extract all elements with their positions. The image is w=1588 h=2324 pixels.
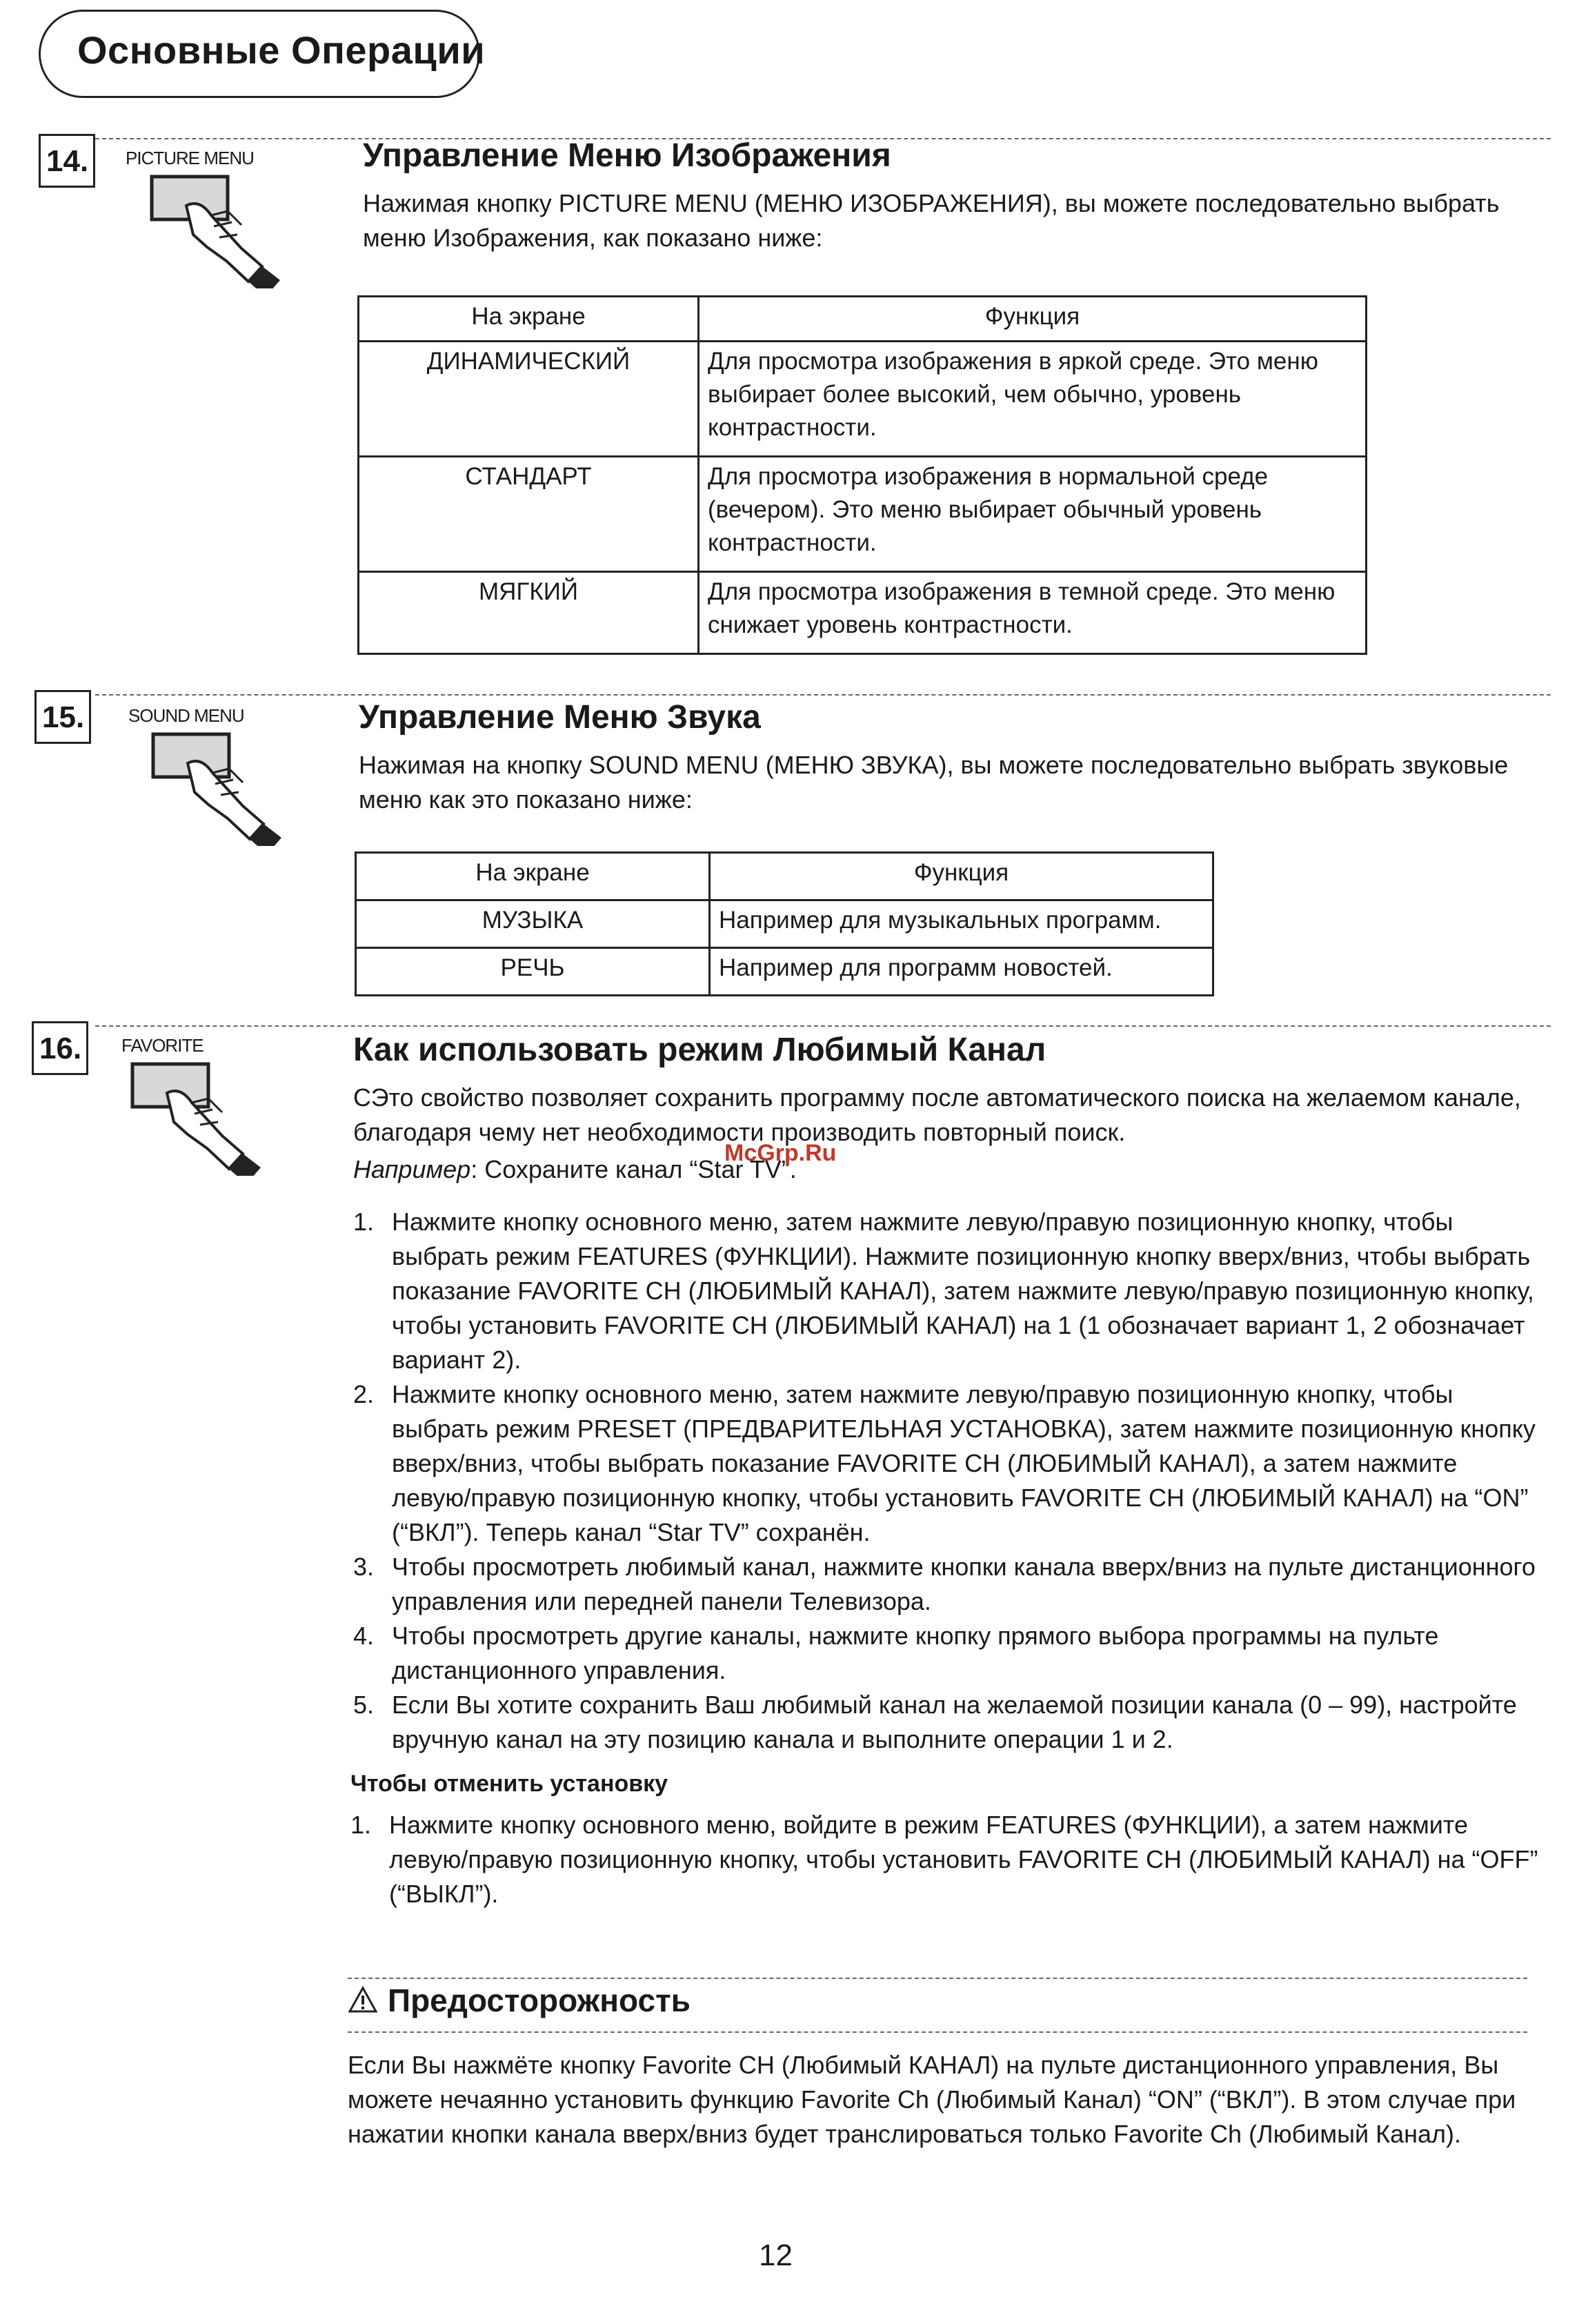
warning-icon <box>348 1986 378 2013</box>
table-row <box>359 342 1367 457</box>
section-title: Управление Меню Звука <box>359 699 761 736</box>
caution-rule-bottom <box>348 2031 1527 2033</box>
table-cell: Для просмотра изображения в темной среде. Это меню снижает уровень контрастности. <box>699 572 1367 654</box>
cancel-steps-list <box>350 1808 1538 1911</box>
step-text: Нажмите кнопку основного меню, затем нажмите левую/правую позиционную кнопку, чтобы выбрать режим PRESET (ПРЕДВАРИТЕЛЬНАЯ УСТАНОВКА), затем нажмите позиционную кнопку вверх/вниз, чтобы выбрать показание FAVORITE CH (ЛЮБИМЫЙ КАНАЛ), а затем нажмите левую/правую позиционную кнопку, чтобы установить FAVORITE CH (ЛЮБИМЫЙ КАНАЛ) на “ON” (“ВКЛ”). Теперь канал “Star TV” сохранён. <box>392 1380 1536 1546</box>
button-label: FAVORITE <box>121 1035 204 1056</box>
caution-rule-top <box>348 1978 1527 1979</box>
watermark: McGrp.Ru <box>724 1140 837 1166</box>
table-header-cell: Функция <box>699 297 1367 342</box>
sound-menu-table <box>355 851 1214 996</box>
table-header-row <box>356 853 1213 900</box>
table-cell: Например для музыкальных программ. <box>710 900 1213 948</box>
list-item: 1. Нажмите кнопку основного меню, затем нажмите левую/правую позиционную кнопку, чтобы выбрать режим FEATURES (ФУНКЦИИ). Нажмите позиционную кнопку вверх/вниз, чтобы выбрать показание FAVORITE CH (ЛЮБИМЫЙ КАНАЛ), затем нажмите левую/правую позиционную кнопку, чтобы установить FAVORITE CH (ЛЮБИМЫЙ КАНАЛ) на 1 (1 обозначает вариант 1, 2 обозначает вариант 2). <box>353 1208 1534 1374</box>
section-title: Как использовать режим Любимый Канал <box>353 1032 1046 1068</box>
caution-text: Если Вы нажмёте кнопку Favorite CH (Любимый КАНАЛ) на пульте дистанционного управления, Вы можете нечаянно установить функцию Favorite Ch (Любимый Канал) “ON” (“ВКЛ”). В этом случае при нажатии кнопки канала вверх/вниз будет транслироваться только Favorite Ch (Любимый Канал). <box>348 2051 1516 2148</box>
table-row <box>359 457 1367 572</box>
hand-press-icon <box>126 1058 284 1176</box>
section-number: 16. <box>39 1032 82 1065</box>
example-text: : Сохраните канал “Star TV”. <box>470 1155 797 1183</box>
table-header-cell: Функция <box>710 853 1213 900</box>
table-row <box>356 948 1213 996</box>
table-row <box>359 572 1367 654</box>
picture-menu-table <box>357 295 1367 655</box>
hand-press-icon <box>145 171 304 288</box>
button-label: PICTURE MENU <box>126 148 254 168</box>
list-item: 1. Нажмите кнопку основного меню, войдите в режим FEATURES (ФУНКЦИИ), а затем нажмите левую/правую позиционную кнопку, чтобы установить FAVORITE CH (ЛЮБИМЫЙ КАНАЛ) на “OFF” (“ВЫКЛ”). <box>350 1811 1538 1908</box>
section-rule <box>95 1025 1551 1027</box>
section-number-box <box>34 690 91 744</box>
table-cell: МУЗЫКА <box>356 900 710 948</box>
section-number: 15. <box>42 700 85 734</box>
table-header-row <box>359 297 1367 342</box>
hand-press-icon <box>146 729 305 846</box>
page-title: Основные Операции <box>77 28 486 72</box>
section-intro: СЭто свойство позволяет сохранить программу после автоматического поиска на желаемом канале, благодаря чему нет необходимости производить повторный поиск. <box>353 1083 1521 1146</box>
button-label: SOUND MENU <box>128 705 244 726</box>
table-cell: Например для программ новостей. <box>710 948 1213 996</box>
section-intro: Нажимая на кнопку SOUND MENU (МЕНЮ ЗВУКА), вы можете последовательно выбрать звуковые меню как это показано ниже: <box>359 751 1509 814</box>
list-item: 2. Нажмите кнопку основного меню, затем нажмите левую/правую позиционную кнопку, чтобы выбрать режим PRESET (ПРЕДВАРИТЕЛЬНАЯ УСТАНОВКА), затем нажмите позиционную кнопку вверх/вниз, чтобы выбрать показание FAVORITE CH (ЛЮБИМЫЙ КАНАЛ), а затем нажмите левую/правую позиционную кнопку, чтобы установить FAVORITE CH (ЛЮБИМЫЙ КАНАЛ) на “ON” (“ВКЛ”). Теперь канал “Star TV” сохранён. <box>353 1380 1536 1546</box>
table-cell: ДИНАМИЧЕСКИЙ <box>359 342 699 457</box>
page-number: 12 <box>759 2238 793 2272</box>
example-label: Например <box>353 1155 471 1183</box>
table-header-cell: На экране <box>359 297 699 342</box>
section-number-box <box>32 1021 88 1075</box>
caution-title: Предосторожность <box>388 1982 691 2018</box>
table-cell: Для просмотра изображения в яркой среде. Это меню выбирает более высокий, чем обычно, уровень контрастности. <box>699 342 1367 457</box>
section-number-box <box>39 134 95 188</box>
step-text: Нажмите кнопку основного меню, затем нажмите левую/правую позиционную кнопку, чтобы выбрать режим FEATURES (ФУНКЦИИ). Нажмите позиционную кнопку вверх/вниз, чтобы выбрать показание FAVORITE CH (ЛЮБИМЫЙ КАНАЛ), затем нажмите левую/правую позиционную кнопку, чтобы установить FAVORITE CH (ЛЮБИМЫЙ КАНАЛ) на 1 (1 обозначает вариант 1, 2 обозначает вариант 2). <box>392 1208 1534 1374</box>
step-text: Нажмите кнопку основного меню, войдите в режим FEATURES (ФУНКЦИИ), а затем нажмите левую/правую позиционную кнопку, чтобы установить FAVORITE CH (ЛЮБИМЫЙ КАНАЛ) на “OFF” (“ВЫКЛ”). <box>389 1811 1538 1908</box>
section-title: Управление Меню Изображения <box>363 137 891 174</box>
table-cell: СТАНДАРТ <box>359 457 699 572</box>
steps-list <box>353 1205 1538 1757</box>
cancel-title: Чтобы отменить установку <box>350 1771 668 1797</box>
list-item: 3. Чтобы просмотреть любимый канал, нажмите кнопки канала вверх/вниз на пульте дистанционного управления или передней панели Телевизора. <box>353 1553 1536 1615</box>
list-item: 5. Если Вы хотите сохранить Ваш любимый канал на желаемой позиции канала (0 – 99), настройте вручную канал на эту позицию канала и выполните операции 1 и 2. <box>353 1691 1517 1753</box>
table-header-cell: На экране <box>356 853 710 900</box>
step-text: Чтобы просмотреть любимый канал, нажмите кнопки канала вверх/вниз на пульте дистанционного управления или передней панели Телевизора. <box>392 1553 1536 1615</box>
step-text: Если Вы хотите сохранить Ваш любимый канал на желаемой позиции канала (0 – 99), настройте вручную канал на эту позицию канала и выполните операции 1 и 2. <box>392 1691 1517 1753</box>
section-rule <box>95 694 1551 696</box>
section-number: 14. <box>46 144 89 178</box>
table-cell: МЯГКИЙ <box>359 572 699 654</box>
section-intro: Нажимая кнопку PICTURE MENU (МЕНЮ ИЗОБРАЖЕНИЯ), вы можете последовательно выбрать меню Изображения, как показано ниже: <box>363 189 1500 252</box>
table-cell: Для просмотра изображения в нормальной среде (вечером). Это меню выбирает обычный уровень контрастности. <box>699 457 1367 572</box>
list-item: 4. Чтобы просмотреть другие каналы, нажмите кнопку прямого выбора программы на пульте дистанционного управления. <box>353 1622 1439 1684</box>
table-cell: РЕЧЬ <box>356 948 710 996</box>
table-row <box>356 900 1213 948</box>
step-text: Чтобы просмотреть другие каналы, нажмите кнопку прямого выбора программы на пульте дистанционного управления. <box>392 1622 1439 1684</box>
